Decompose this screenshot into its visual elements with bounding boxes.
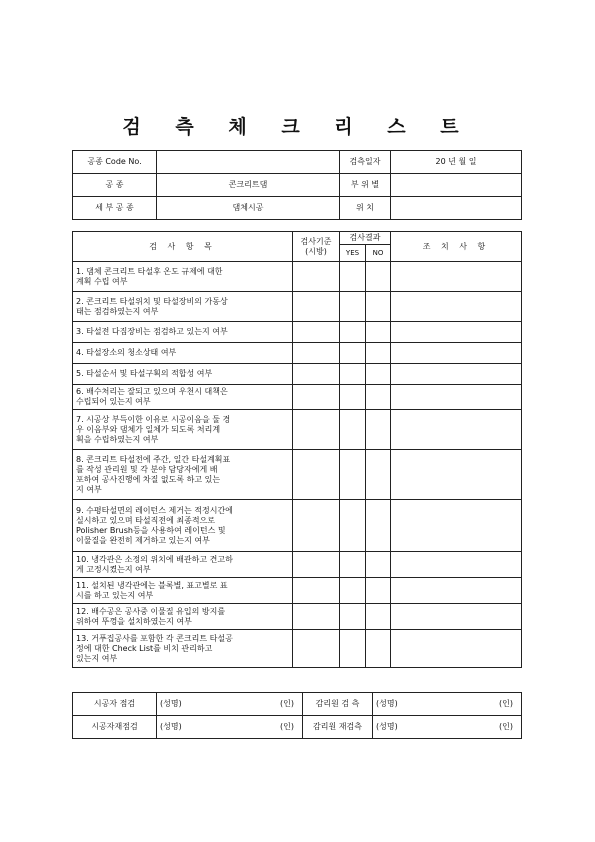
check-item: 6. 배수처리는 잘되고 있으며 우천시 대책은 수립되어 있는지 여부 — [73, 385, 293, 410]
sign-name-4[interactable]: (성명) — [373, 716, 462, 739]
criteria-cell[interactable] — [293, 385, 340, 410]
action-cell[interactable] — [391, 500, 522, 552]
table-row — [73, 552, 522, 578]
criteria-cell[interactable] — [293, 630, 340, 668]
sign-name-2[interactable]: (성명) — [373, 693, 462, 716]
no-cell[interactable] — [366, 630, 391, 668]
yes-cell[interactable] — [340, 262, 366, 292]
criteria-cell[interactable] — [293, 364, 340, 385]
action-cell[interactable] — [391, 292, 522, 322]
criteria-cell[interactable] — [293, 292, 340, 322]
yes-cell[interactable] — [340, 292, 366, 322]
action-cell[interactable] — [391, 410, 522, 450]
table-row — [73, 262, 522, 292]
table-row — [73, 410, 522, 450]
sign-label-1: 시공자 점검 — [73, 693, 157, 716]
checklist-table — [72, 231, 522, 668]
header-result: 검사결과 — [340, 232, 391, 245]
check-item: 4. 타설장소의 청소상태 여부 — [73, 343, 293, 364]
table-row — [73, 343, 522, 364]
yes-cell[interactable] — [340, 500, 366, 552]
header-yes: YES — [340, 245, 366, 262]
action-cell[interactable] — [391, 262, 522, 292]
work-value[interactable]: 콘크리트댐 — [157, 174, 340, 197]
sign-name-1[interactable]: (성명) — [157, 693, 257, 716]
criteria-cell[interactable] — [293, 604, 340, 630]
no-cell[interactable] — [366, 450, 391, 500]
sign-seal-2: (인) — [462, 693, 522, 716]
yes-cell[interactable] — [340, 322, 366, 343]
table-row — [73, 364, 522, 385]
yes-cell[interactable] — [340, 552, 366, 578]
criteria-cell[interactable] — [293, 262, 340, 292]
check-item: 13. 거푸집공사를 포함한 각 콘크리트 타설공 정에 대한 Check List를 비치 관리하고 있는지 여부 — [73, 630, 293, 668]
sign-seal-3: (인) — [257, 716, 303, 739]
table-row — [73, 322, 522, 343]
loc-label: 위 치 — [340, 197, 391, 220]
table-row — [73, 385, 522, 410]
sign-seal-1: (인) — [257, 693, 303, 716]
table-row — [73, 292, 522, 322]
header-action: 조 치 사 항 — [391, 232, 522, 262]
action-cell[interactable] — [391, 364, 522, 385]
sign-name-3[interactable]: (성명) — [157, 716, 257, 739]
yes-cell[interactable] — [340, 364, 366, 385]
no-cell[interactable] — [366, 410, 391, 450]
page-title: 검 측 체 크 리 스 트 — [122, 116, 473, 138]
criteria-cell[interactable] — [293, 552, 340, 578]
sign-label-3: 시공자재점검 — [73, 716, 157, 739]
header-criteria: 검사기준 (시방) — [293, 232, 340, 262]
table-row — [73, 578, 522, 604]
no-cell[interactable] — [366, 552, 391, 578]
sub-label: 세 부 공 종 — [73, 197, 157, 220]
yes-cell[interactable] — [340, 343, 366, 364]
check-item: 5. 타설순서 및 타설구획의 적합성 여부 — [73, 364, 293, 385]
no-cell[interactable] — [366, 364, 391, 385]
date-value[interactable]: 20 년 월 일 — [391, 151, 522, 174]
check-item: 2. 콘크리트 타설위치 및 타설장비의 가동상 태는 점검하였는지 여부 — [73, 292, 293, 322]
table-row — [73, 604, 522, 630]
no-cell[interactable] — [366, 322, 391, 343]
yes-cell[interactable] — [340, 578, 366, 604]
action-cell[interactable] — [391, 385, 522, 410]
info-table — [72, 150, 522, 220]
criteria-cell[interactable] — [293, 500, 340, 552]
criteria-cell[interactable] — [293, 322, 340, 343]
sub-value[interactable]: 댐체시공 — [157, 197, 340, 220]
check-item: 8. 콘크리트 타설전에 주간, 일간 타설계획표 를 작성 관리원 및 각 분야 담당자에게 배 포하여 공사진행에 차질 없도록 하고 있는 지 여부 — [73, 450, 293, 500]
table-row — [73, 630, 522, 668]
action-cell[interactable] — [391, 578, 522, 604]
no-cell[interactable] — [366, 343, 391, 364]
check-item: 3. 타설전 다짐장비는 점검하고 있는지 여부 — [73, 322, 293, 343]
header-item: 검 사 항 목 — [73, 232, 293, 262]
action-cell[interactable] — [391, 450, 522, 500]
sign-seal-4: (인) — [462, 716, 522, 739]
yes-cell[interactable] — [340, 630, 366, 668]
action-cell[interactable] — [391, 604, 522, 630]
sign-label-4: 감리원 재검측 — [303, 716, 373, 739]
action-cell[interactable] — [391, 552, 522, 578]
no-cell[interactable] — [366, 292, 391, 322]
no-cell[interactable] — [366, 604, 391, 630]
yes-cell[interactable] — [340, 604, 366, 630]
code-label: 공종 Code No. — [73, 151, 157, 174]
date-label: 검측일자 — [340, 151, 391, 174]
loc-value[interactable] — [391, 197, 522, 220]
check-item: 1. 댐체 콘크리트 타설후 온도 규제에 대한 계획 수립 여부 — [73, 262, 293, 292]
header-no: NO — [366, 245, 391, 262]
part-label: 부 위 별 — [340, 174, 391, 197]
table-row — [73, 450, 522, 500]
code-value[interactable] — [157, 151, 340, 174]
check-item: 7. 시공상 부득이한 이유로 시공이음을 둘 경 우 이음부와 댐체가 일체가 되도록 처리계 획을 수립하였는지 여부 — [73, 410, 293, 450]
no-cell[interactable] — [366, 262, 391, 292]
sign-label-2: 감리원 검 측 — [303, 693, 373, 716]
action-cell[interactable] — [391, 322, 522, 343]
no-cell[interactable] — [366, 500, 391, 552]
no-cell[interactable] — [366, 578, 391, 604]
work-label: 공 종 — [73, 174, 157, 197]
criteria-cell[interactable] — [293, 343, 340, 364]
criteria-cell[interactable] — [293, 410, 340, 450]
sign-table — [72, 692, 522, 739]
check-item: 12. 배수공은 공사중 이물질 유입의 방지를 위하여 뚜껑을 설치하였는지 여부 — [73, 604, 293, 630]
table-row — [73, 500, 522, 552]
yes-cell[interactable] — [340, 450, 366, 500]
yes-cell[interactable] — [340, 410, 366, 450]
check-item: 11. 설치된 냉각관에는 블록별, 표고별로 표 시를 하고 있는지 여부 — [73, 578, 293, 604]
criteria-cell[interactable] — [293, 450, 340, 500]
no-cell[interactable] — [366, 385, 391, 410]
action-cell[interactable] — [391, 630, 522, 668]
check-item: 10. 냉각관은 소정의 위치에 배관하고 견고하 게 고정시켰는지 여부 — [73, 552, 293, 578]
yes-cell[interactable] — [340, 385, 366, 410]
criteria-cell[interactable] — [293, 578, 340, 604]
action-cell[interactable] — [391, 343, 522, 364]
part-value[interactable] — [391, 174, 522, 197]
check-item: 9. 수평타설면의 레이턴스 제거는 적정시간에 실시하고 있으며 타설직전에 최종적으로 Polisher Brush등을 사용하여 레이턴스 및 이물질을 완전히 제거하고 있는지 여부 — [73, 500, 293, 552]
